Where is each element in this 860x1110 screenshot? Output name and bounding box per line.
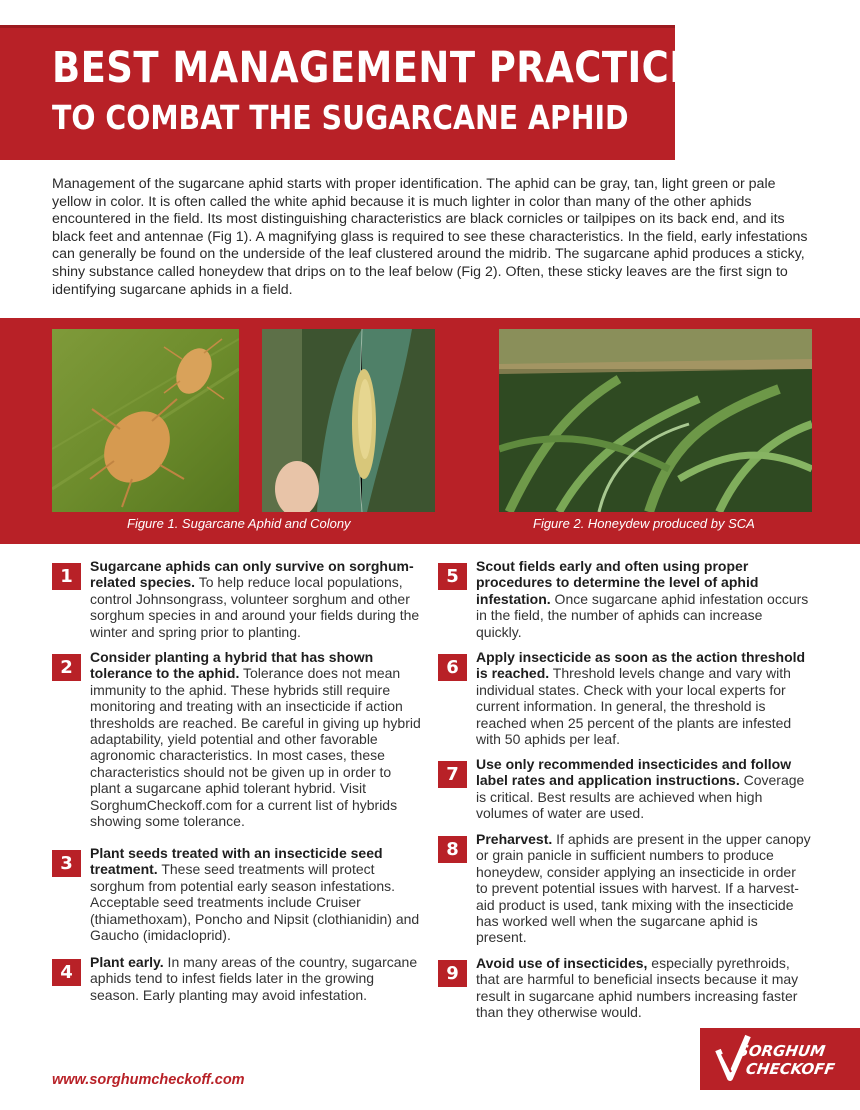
practice-text [476,649,811,747]
sorghum-checkoff-logo [700,1028,860,1090]
practice-number-badge: 6 [438,654,467,681]
practice-heading: Avoid use of insecticides, [476,955,648,971]
practice-heading: Plant seeds treated with an insecticide seed treatment. [90,845,383,878]
honeydew-leaf-photo [262,329,435,512]
practice-number-badge: 5 [438,563,467,590]
practice-body: Once sugarcane aphid infestation occurs in the field, the number of aphids can increase quickly. [476,590,809,640]
practice-text [90,845,425,943]
practice-number-badge: 2 [52,654,81,681]
figure-1-caption: Figure 1. Sugarcane Aphid and Colony [127,516,351,531]
practice-number-badge: 8 [438,836,467,863]
practice-number-badge: 7 [438,761,467,788]
practice-heading: Scout fields early and often using proper procedures to determine the level of aphid infestation. [476,558,759,607]
practice-body: Tolerance does not mean immunity to the aphid. These hybrids still require monitoring and treating with an insecticide if action thresholds are reached. Be careful in giving up hybrid adaptability, yield potential and other favorable agronomic characteristics. In most cases, these characteristics should not be given up in order to plant a sugarcane aphid tolerant hybrid. Visit SorghumCheckoff.com for a current list of hybrids showing some tolerance. [90,665,421,830]
logo-text-line2: CHECKOFF [744,1060,836,1078]
practice-heading: Consider planting a hybrid that has shown tolerance to the aphid. [90,649,374,682]
page-title: BEST MANAGEMENT PRACTICES [52,43,723,93]
website-link[interactable]: www.sorghumcheckoff.com [52,1072,245,1088]
practice-body: especially pyrethroids, that are harmful to beneficial insects because it may result in sugarcane aphid numbers increasing faster than they otherwise would. [476,955,799,1021]
practice-heading: Sugarcane aphids can only survive on sorghum-related species. [90,558,414,591]
practice-number-badge: 9 [438,960,467,987]
practice-text [476,955,811,1021]
practice-heading: Apply insecticide as soon as the action threshold is reached. [476,649,806,682]
practice-body: Threshold levels change and vary with individual states. Check with your local experts for current information. In general, the threshold is reached when 25 percent of the plants are infested with 50 aphids per leaf. [476,665,792,748]
practice-body: If aphids are present in the upper canopy or grain panicle in sufficient numbers to produce honeydew, consider applying an insecticide in order to prevent potential issues with harvest. If a harvest-aid product is used, tank mixing with the insecticide has worked well when the sugarcane aphid is present. [476,831,811,946]
practice-text [476,756,811,822]
sorghum-field-photo [499,329,812,512]
aphid-closeup-photo [52,329,239,512]
practice-body: To help reduce local populations, control Johnsongrass, volunteer sorghum and other sorghum species in and around your fields during the winter and spring prior to planting. [90,574,420,640]
intro-paragraph: Management of the sugarcane aphid starts with proper identification. The aphid can be gray, tan, light green or pale yellow in color. It is often called the white aphid because it is much lighter in color than many of the other aphids encountered in the field. Its most distinguishing characteristics are black cornicles or tailpipes on its back end, and its black feet and antennae (Fig 1). A magnifying glass is required to see these characteristics. In the field, early infestations can generally be found on the underside of the leaf clustered around the midrib. The sugarcane aphid produces a sticky, shiny substance called honeydew that drips on to the leaf below (Fig 2). Often, these sticky leaves are the first sign to identifying sugarcane aphids in a field. [52,176,808,298]
photo-band [0,318,860,544]
practice-heading: Plant early. [90,954,164,970]
practice-text [90,954,425,1003]
title-banner [0,25,723,160]
practice-body: These seed treatments will protect sorghum from potential early season infestations. Acceptable seed treatments include Cruiser (thiamethoxam), Poncho and Nipsit (clothianidin) and Gaucho (imidacloprid). [90,861,420,944]
page-subtitle: TO COMBAT THE SUGARCANE APHID [52,98,629,137]
practice-heading: Preharvest. [476,831,553,847]
logo-text-line1: SORGHUM [736,1042,827,1060]
practice-body: In many areas of the country, sugarcane aphids tend to infest fields later in the growing season. Early planting may avoid infestation. [90,954,418,1003]
practice-number-badge: 4 [52,959,81,986]
figure-2-caption: Figure 2. Honeydew produced by SCA [533,516,755,531]
practice-body: Coverage is critical. Best results are achieved when high volumes of water are used. [476,772,805,822]
practice-number-badge: 1 [52,563,81,590]
practice-heading: Use only recommended insecticides and follow label rates and application instructions. [476,756,792,789]
practice-text [476,831,811,946]
practice-text [90,558,425,640]
practice-text [476,558,811,640]
practice-number-badge: 3 [52,850,81,877]
practice-text [90,649,425,829]
